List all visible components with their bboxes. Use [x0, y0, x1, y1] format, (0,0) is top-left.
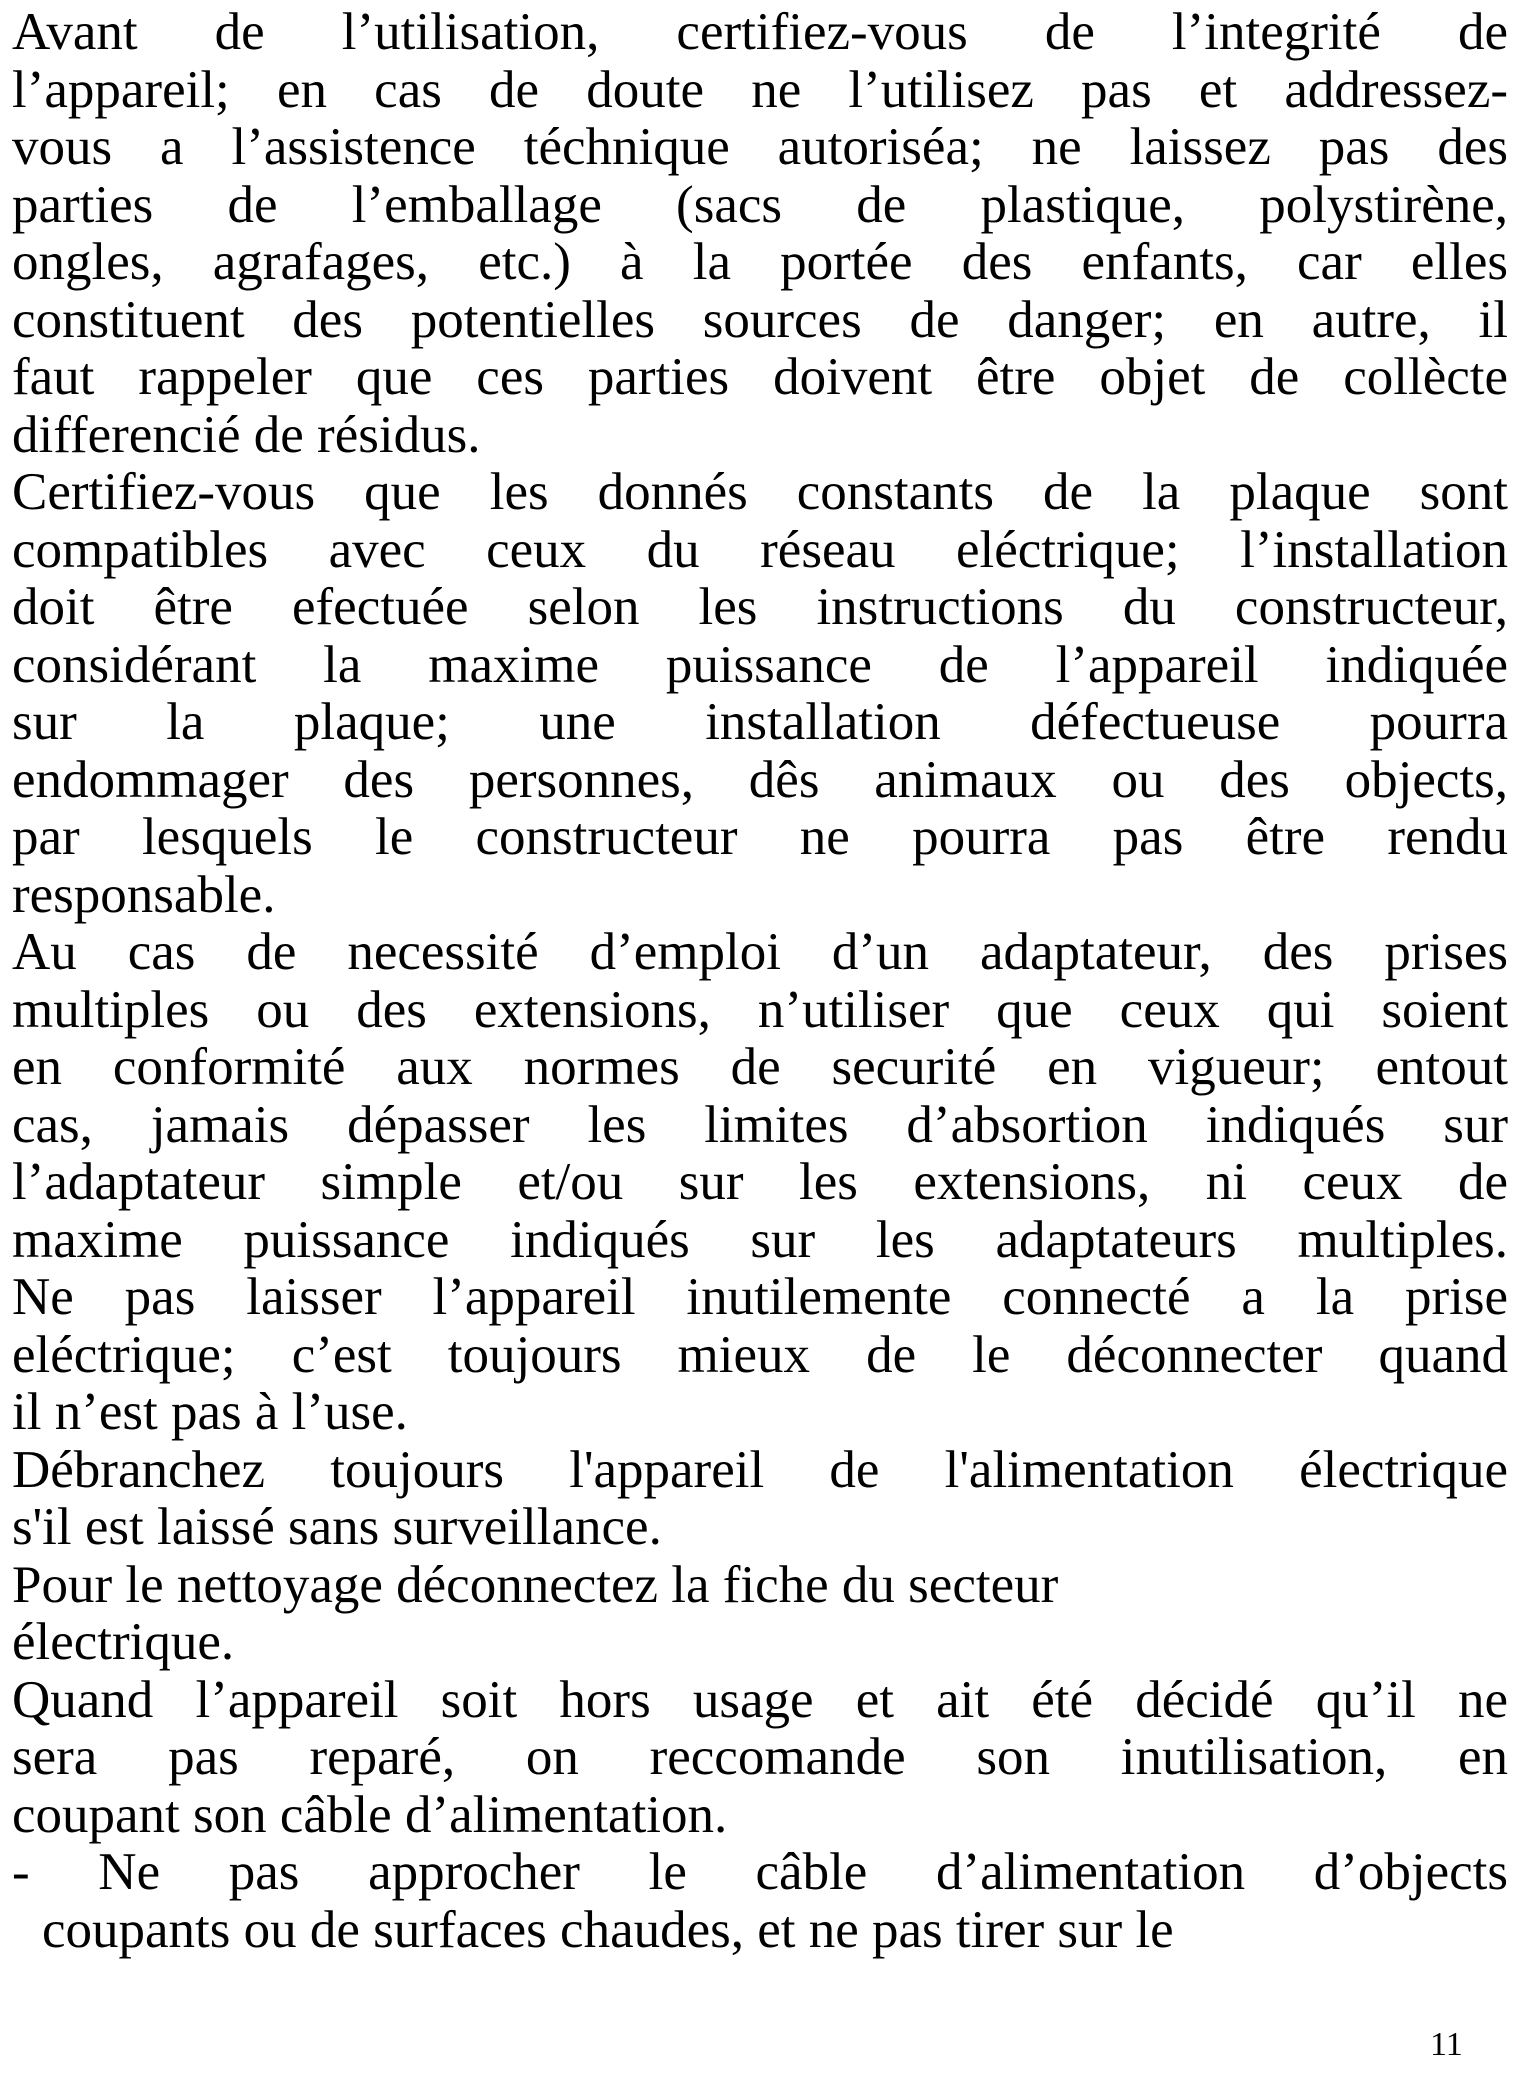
text-line: coupant son câble d’alimentation. [12, 1785, 728, 1844]
text-line: multiples ou des extensions, n’utiliser que ceux qui soient [12, 980, 1508, 1039]
text-line: électrique. [12, 1613, 235, 1671]
text-line: Pour le nettoyage déconnectez la fiche du secteur [12, 1555, 1059, 1614]
text-line: endommager des personnes, dês animaux ou des objects, [12, 750, 1508, 809]
bullet-line: - Ne pas approcher le câble d’alimentation d’objects [12, 1843, 1508, 1901]
text-line: ongles, agrafages, etc.) à la portée des enfants, car elles [12, 233, 1508, 291]
text-line: differencié de résidus. [12, 405, 481, 464]
text-line: eléctrique; c’est toujours mieux de le déconnecter quand [12, 1325, 1508, 1384]
text-line: Certifiez-vous que les donnés constants de la plaque sont [12, 463, 1508, 521]
page-number: 11 [1430, 2026, 1463, 2063]
text-line: s'il est laissé sans surveillance. [12, 1498, 662, 1556]
text-line: Ne pas laisser l’appareil inutilemente connecté a la prise [12, 1268, 1508, 1326]
text-line: considérant la maxime puissance de l’appareil indiquée [12, 635, 1508, 694]
text-line: par lesquels le constructeur ne pourra pas être rendu [12, 808, 1508, 866]
text-line: l’adaptateur simple et/ou sur les extensions, ni ceux de [12, 1153, 1508, 1211]
text-line: en conformité aux normes de securité en vigueur; entout [12, 1038, 1508, 1096]
text-line: faut rappeler que ces parties doivent être objet de collècte [12, 348, 1508, 406]
text-line: sera pas reparé, on reccomande son inutilisation, en [12, 1728, 1508, 1786]
text-line: Au cas de necessité d’emploi d’un adaptateur, des prises [12, 923, 1508, 981]
text-line: vous a l’assistence téchnique autoriséa; ne laissez pas des [12, 118, 1508, 176]
text-line: maxime puissance indiqués sur les adaptateurs multiples. [12, 1210, 1508, 1269]
text-line: cas, jamais dépasser les limites d’absortion indiqués sur [12, 1095, 1508, 1154]
text-line: sur la plaque; une installation défectueuse pourra [12, 693, 1508, 751]
text-line: Débranchez toujours l'appareil de l'alimentation électrique [12, 1440, 1508, 1499]
text-line: constituent des potentielles sources de danger; en autre, il [12, 290, 1508, 349]
text-line: compatibles avec ceux du réseau eléctrique; l’installation [12, 520, 1508, 579]
text-line: parties de l’emballage (sacs de plastique, polystirène, [12, 175, 1508, 234]
text-line: responsable. [12, 865, 276, 924]
text-line: il n’est pas à l’use. [12, 1383, 408, 1441]
text-line: Quand l’appareil soit hors usage et ait été décidé qu’il ne [12, 1670, 1508, 1729]
safety-instructions-text [12, 4, 1508, 1959]
bullet-continuation-line: coupants ou de surfaces chaudes, et ne pas tirer sur le [42, 1900, 1174, 1959]
text-line: doit être efectuée selon les instructions du constructeur, [12, 578, 1508, 636]
text-line: l’appareil; en cas de doute ne l’utilisez pas et addressez- [12, 60, 1508, 119]
text-line: Avant de l’utilisation, certifiez-vous de l’integrité de [12, 3, 1508, 61]
